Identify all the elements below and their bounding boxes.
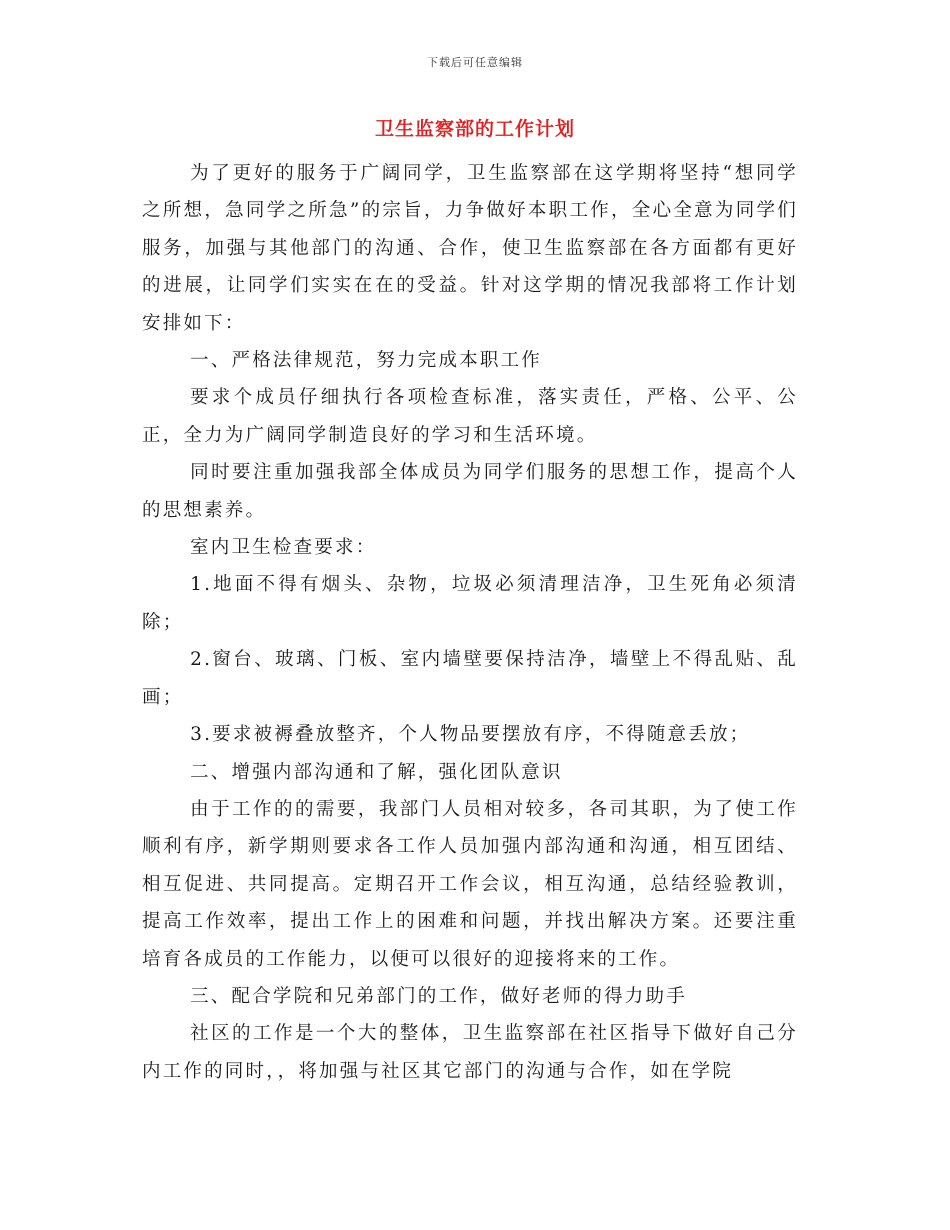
paragraph: 同时要注重加强我部全体成员为同学们服务的思想工作，提高个人的思想素养。 — [142, 462, 798, 521]
section-heading-1: 一、严格法律规范，努力完成本职工作 — [190, 350, 542, 372]
paragraph: 要求个成员仔细执行各项检查标准，落实责任，严格、公平、公正，全力为广阔同学制造良好的学习和生活环境。 — [142, 387, 798, 446]
paragraph-intro: 为了更好的服务于广阔同学，卫生监察部在这学期将坚持“想同学之所想，急同学之所急”的宗旨，力争做好本职工作，全心全意为同学们服务，加强与其他部门的沟通、合作，使卫生监察部在各方面都有更好的进展，让同学们实实在在的受益。针对这学期的情况我部将工作计划安排如下： — [142, 163, 798, 334]
list-item: 1.地面不得有烟头、杂物，垃圾必须清理洁净，卫生死角必须清除； — [142, 574, 798, 633]
subheading-indoor-hygiene: 室内卫生检查要求： — [190, 537, 377, 559]
paragraph: 社区的工作是一个大的整体，卫生监察部在社区指导下做好自己分内工作的同时，，将加强与社区其它部门的沟通与合作，如在学院 — [142, 1023, 798, 1082]
section-heading-2: 二、增强内部沟通和了解，强化团队意识 — [190, 761, 563, 783]
list-item: 3.要求被褥叠放整齐，个人物品要摆放有序，不得随意丢放； — [190, 724, 751, 746]
list-item: 2.窗台、玻璃、门板、室内墙壁要保持洁净，墙壁上不得乱贴、乱画； — [142, 649, 798, 708]
paragraph: 由于工作的的需要，我部门人员相对较多，各司其职，为了使工作顺利有序，新学期则要求各工作人员加强内部沟通和沟通，相互团结、相互促进、共同提高。定期召开工作会议，相互沟通，总结经验教训，提高工作效率，提出工作上的困难和问题，并找出解决方案。还要注重培育各成员的工作能力，以便可以很好的迎接将来的工作。 — [142, 798, 798, 970]
document-title: 卫生监察部的工作计划 — [374, 118, 575, 140]
header-note: 下载后可任意编辑 — [427, 56, 523, 69]
document-body — [142, 155, 798, 1090]
section-heading-3: 三、配合学院和兄弟部门的工作，做好老师的得力助手 — [190, 985, 687, 1007]
